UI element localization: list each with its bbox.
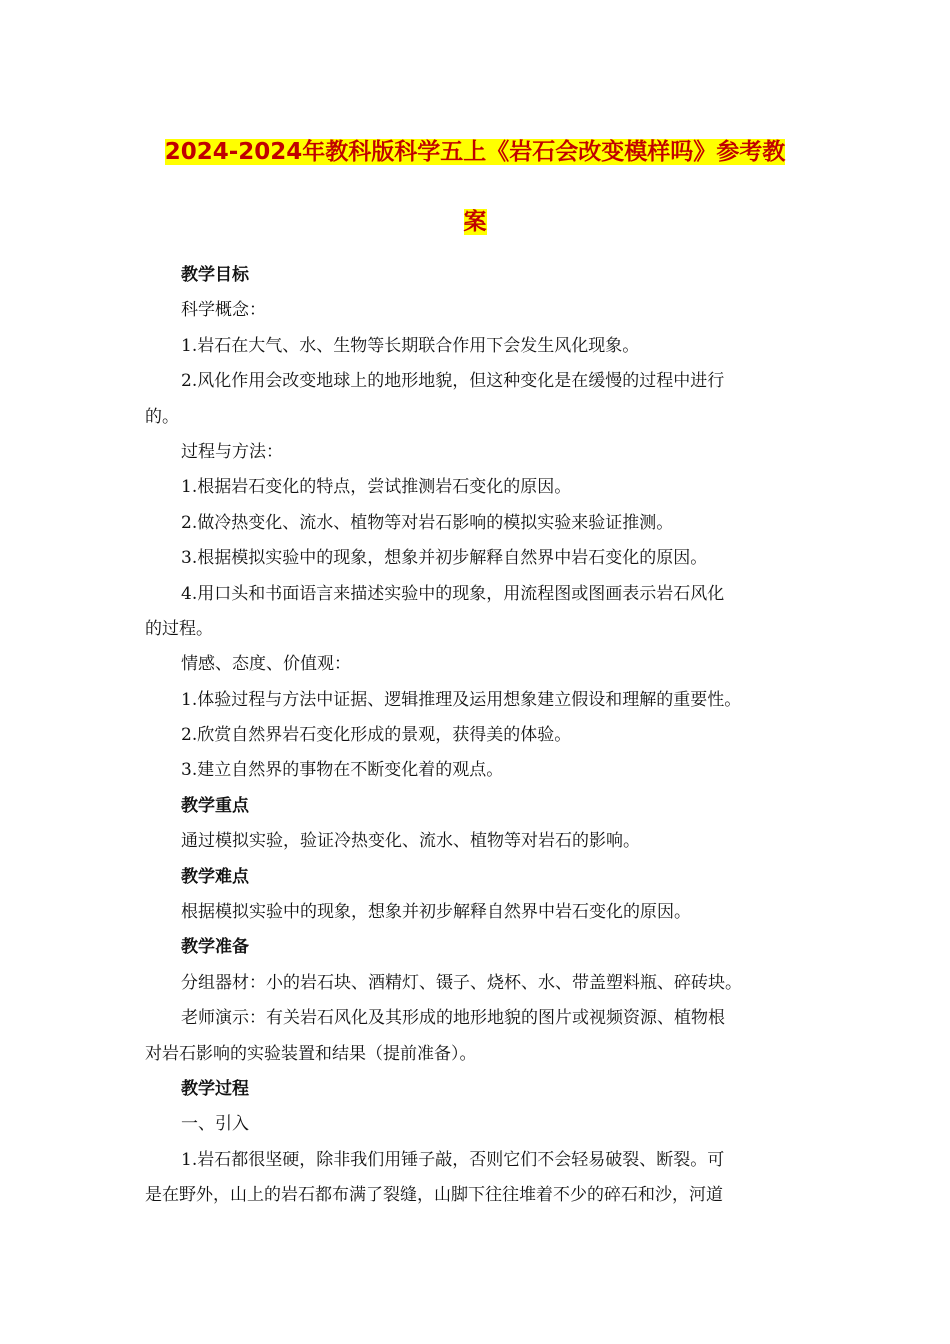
subheading-process-methods: 过程与方法： [181, 441, 283, 462]
paragraph-line: 1.岩石都很坚硬，除非我们用锤子敲，否则它们不会轻易破裂、断裂。可 [181, 1149, 725, 1170]
section-heading-difficulties: 教学难点 [181, 866, 249, 887]
paragraph-line: 2.做冷热变化、流水、植物等对岩石影响的模拟实验来验证推测。 [181, 512, 674, 533]
subheading-science-concepts: 科学概念： [181, 300, 266, 321]
paragraph-line: 2.风化作用会改变地球上的地形地貌，但这种变化是在缓慢的过程中进行 [181, 371, 725, 392]
section-heading-process: 教学过程 [181, 1078, 249, 1099]
paragraph-line: 根据模拟实验中的现象，想象并初步解释自然界中岩石变化的原因。 [181, 902, 691, 923]
subheading-attitudes-values: 情感、态度、价值观： [181, 654, 351, 675]
section-heading-key-points: 教学重点 [181, 795, 249, 816]
subheading-introduction: 一、引入 [181, 1114, 249, 1135]
paragraph-line-continuation: 的过程。 [145, 618, 213, 639]
document-body [145, 258, 807, 1214]
section-heading-objectives: 教学目标 [181, 265, 249, 285]
document-title-line-1 [145, 137, 805, 167]
paragraph-line: 3.根据模拟实验中的现象，想象并初步解释自然界中岩石变化的原因。 [181, 548, 708, 569]
paragraph-line: 1.岩石在大气、水、生物等长期联合作用下会发生风化现象。 [181, 335, 640, 356]
paragraph-line: 通过模拟实验，验证冷热变化、流水、植物等对岩石的影响。 [181, 831, 640, 852]
paragraph-line-continuation: 对岩石影响的实验装置和结果（提前准备）。 [145, 1043, 477, 1064]
paragraph-line: 4.用口头和书面语言来描述实验中的现象，用流程图或图画表示岩石风化 [181, 583, 725, 604]
paragraph-line: 1.体验过程与方法中证据、逻辑推理及运用想象建立假设和理解的重要性。 [181, 689, 742, 710]
paragraph-line: 3.建立自然界的事物在不断变化着的观点。 [181, 760, 504, 781]
section-heading-preparation: 教学准备 [181, 937, 249, 958]
document-title-line-2 [145, 207, 805, 237]
paragraph-line-continuation: 的。 [145, 406, 179, 427]
title-highlight-2: 案 [463, 209, 487, 235]
paragraph-line-continuation: 是在野外，山上的岩石都布满了裂缝，山脚下往往堆着不少的碎石和沙，河道 [145, 1185, 723, 1206]
paragraph-line: 分组器材：小的岩石块、酒精灯、镊子、烧杯、水、带盖塑料瓶、碎砖块。 [181, 972, 742, 993]
paragraph-line: 1.根据岩石变化的特点，尝试推测岩石变化的原因。 [181, 477, 572, 498]
paragraph-line: 2.欣赏自然界岩石变化形成的景观，获得美的体验。 [181, 725, 572, 746]
paragraph-line: 老师演示：有关岩石风化及其形成的地形地貌的图片或视频资源、植物根 [181, 1008, 725, 1029]
title-highlight-1: 2024-2024年教科版科学五上《岩石会改变模样吗》参考教 [164, 139, 786, 165]
